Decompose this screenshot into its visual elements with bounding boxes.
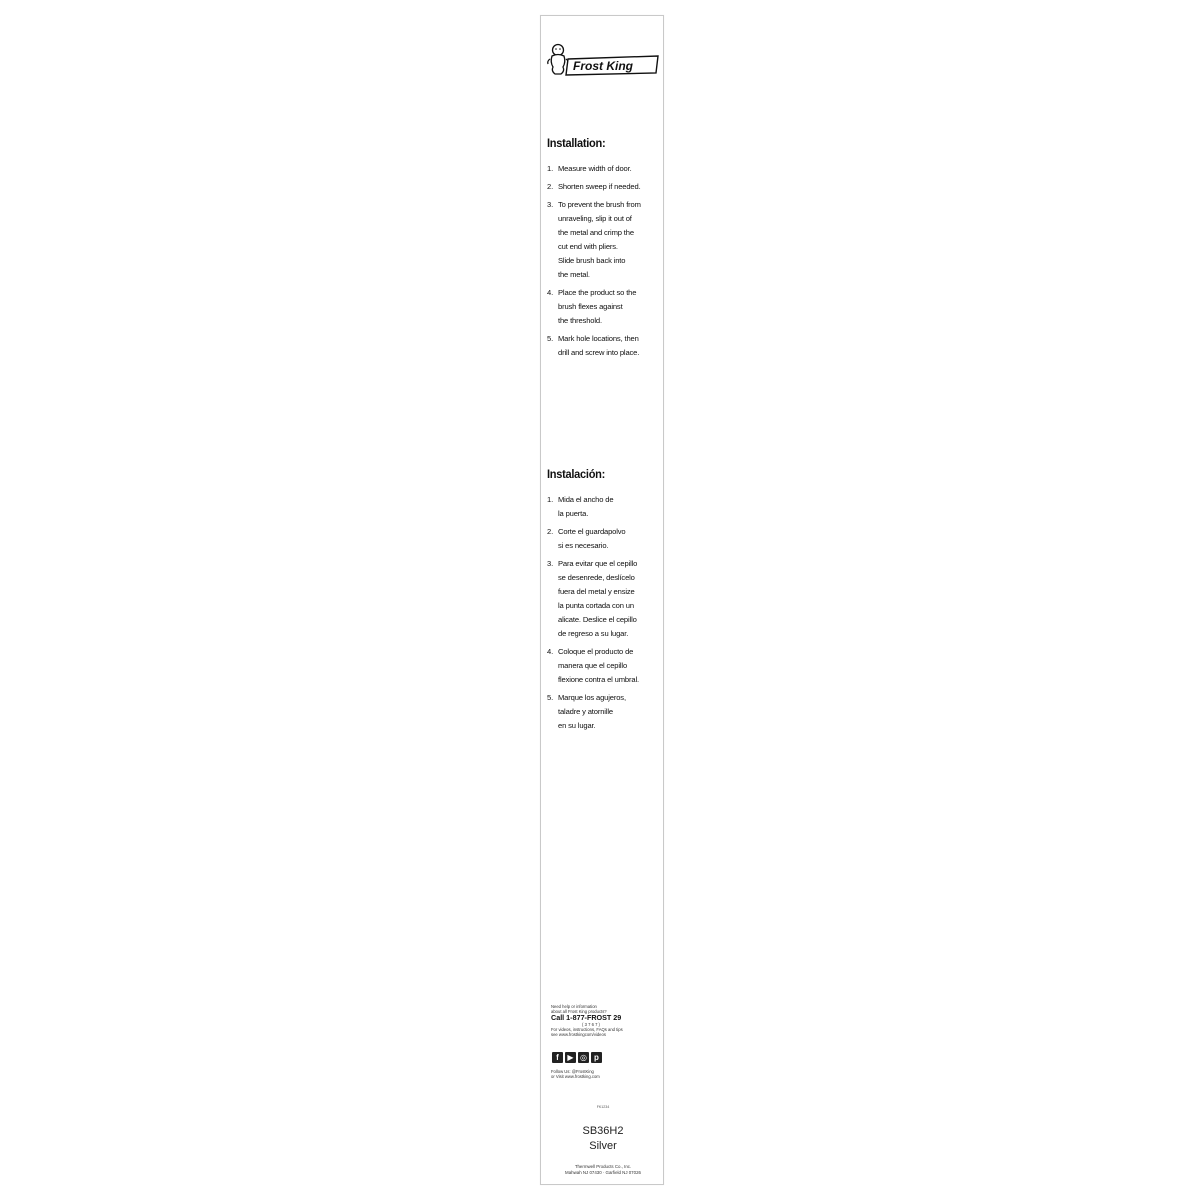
- step-number: 3.: [547, 559, 554, 568]
- contact-line: Need help or information: [551, 1004, 597, 1009]
- youtube-icon: ▶: [565, 1052, 576, 1063]
- step-number: 5.: [547, 334, 554, 343]
- installation-title-es: Instalación:: [547, 467, 606, 481]
- step-text: Para evitar que el cepillo se desenrede, deslícelo fuera del metal y ensize la punta cortada con un alicate. Deslice el cepillo de regreso a su lugar.: [558, 559, 638, 638]
- social-icons: [552, 1052, 602, 1063]
- list-item: [547, 198, 663, 282]
- list-item: [547, 691, 663, 733]
- step-number: 4.: [547, 288, 554, 297]
- list-item: [547, 332, 663, 360]
- list-item: [547, 645, 663, 687]
- manufacturer-address: Mahwah NJ 07430 · Garfield NJ 07026: [565, 1169, 641, 1175]
- step-number: 3.: [547, 200, 554, 209]
- step-number: 2.: [547, 527, 554, 536]
- installation-section-es: [547, 467, 663, 737]
- step-number: 5.: [547, 693, 554, 702]
- follow-info: [551, 1069, 600, 1079]
- list-item: [547, 493, 663, 521]
- list-item: [547, 525, 663, 553]
- manufacturer-info: [541, 1164, 665, 1175]
- step-text: Mark hole locations, then drill and screw into place.: [558, 334, 640, 357]
- contact-line: For videos, instructions, FAQs and tips: [551, 1027, 623, 1032]
- follow-line: Follow Us: @FrostKing: [551, 1069, 594, 1074]
- step-text: Measure width of door.: [558, 164, 632, 173]
- list-item: [547, 557, 663, 641]
- frost-king-logo: [546, 40, 660, 80]
- installation-section-en: [547, 136, 663, 364]
- product-info: [541, 1124, 665, 1154]
- step-text: Place the product so the brush flexes against the threshold.: [558, 288, 637, 325]
- step-text: Corte el guardapolvo si es necesario.: [558, 527, 626, 550]
- list-item: [547, 162, 663, 176]
- step-text: Coloque el producto de manera que el cepillo flexione contra el umbral.: [558, 647, 639, 684]
- contact-line: about all Frost King products?: [551, 1009, 607, 1014]
- follow-line: or Visit www.frostking.com: [551, 1074, 600, 1080]
- product-sku: SB36H2: [582, 1125, 624, 1137]
- list-item: [547, 286, 663, 328]
- phone-number-digits: ( 3 7 6 7 ): [582, 1022, 600, 1027]
- manufacturer-name: Thermwell Products Co., Inc.: [574, 1164, 632, 1169]
- step-number: 1.: [547, 495, 554, 504]
- step-text: Marque los agujeros, taladre y atornille en su lugar.: [558, 693, 626, 730]
- step-text: Mida el ancho de la puerta.: [558, 495, 614, 518]
- phone-number: Call 1-877-FROST 29: [551, 1013, 622, 1022]
- installation-title-en: Installation:: [547, 136, 606, 150]
- step-number: 1.: [547, 164, 554, 173]
- brand-name: Frost King: [573, 59, 633, 73]
- product-color: Silver: [589, 1140, 617, 1152]
- contact-line: see www.frostkingcom/videos: [551, 1032, 606, 1037]
- pinterest-icon: p: [591, 1052, 602, 1063]
- contact-info: [551, 1004, 651, 1037]
- step-number: 4.: [547, 647, 554, 656]
- list-item: [547, 180, 663, 194]
- installation-steps-en: [547, 162, 663, 360]
- facebook-icon: f: [552, 1052, 563, 1063]
- step-number: 2.: [547, 182, 554, 191]
- product-label: [540, 15, 664, 1185]
- step-text: Shorten sweep if needed.: [558, 182, 641, 191]
- installation-steps-es: [547, 493, 663, 733]
- frost-king-logo-graphic: [546, 40, 660, 80]
- instagram-icon: ◎: [578, 1052, 589, 1063]
- item-code: FK1234: [596, 1105, 610, 1109]
- step-text: To prevent the brush from unraveling, slip it out of the metal and crimp the cut end with pliers. Slide brush back into the metal.: [558, 200, 641, 279]
